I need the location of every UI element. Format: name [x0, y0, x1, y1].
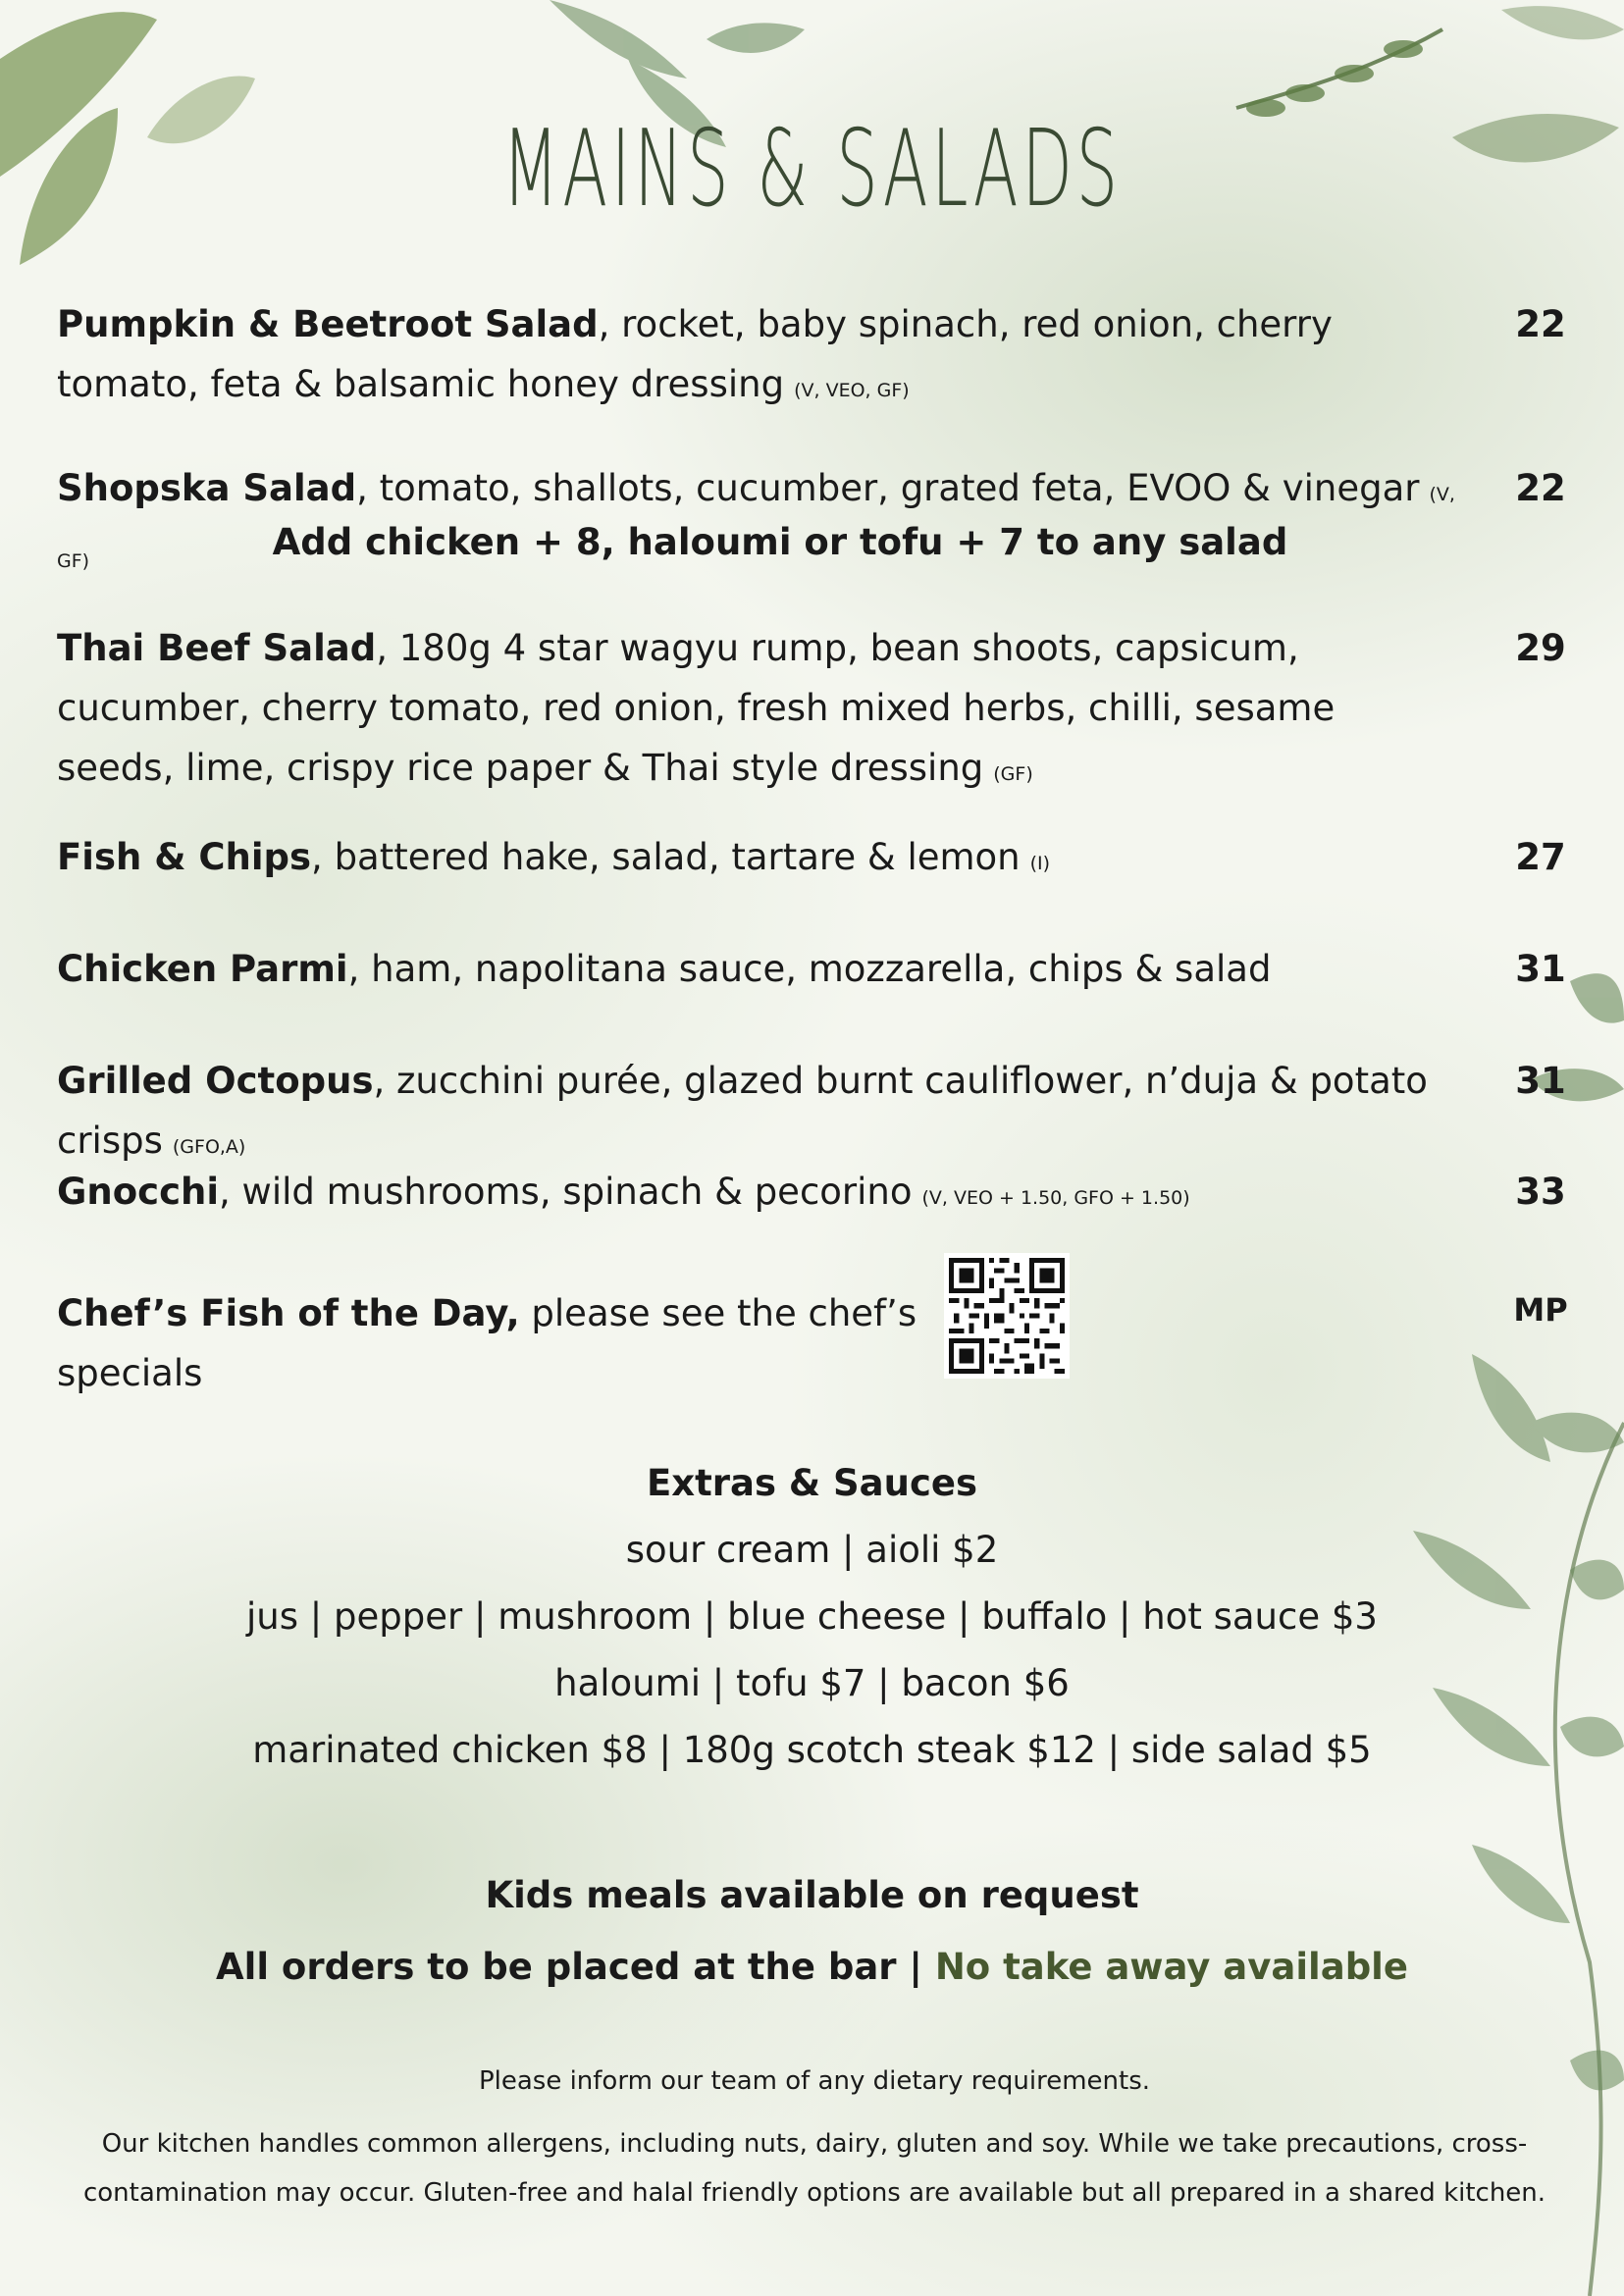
- dish-description: , 180g 4 star wagyu rump, bean shoots, capsicum, cucumber, cherry tomato, red onion, fresh mixed herbs, chilli, sesame seeds, lime, crispy rice paper & Thai style dressing: [57, 627, 1336, 789]
- extras-title: Extras & Sauces: [646, 1462, 978, 1504]
- dish-price: 22: [1515, 467, 1566, 509]
- menu-item: [57, 827, 1470, 894]
- dish-description: , zucchini purée, glazed burnt cauliflower, n’duja & potato crisps: [57, 1060, 1428, 1162]
- kids-meals-notice: Kids meals available on request: [485, 1874, 1139, 1916]
- allergen-note: Our kitchen handles common allergens, including nuts, dairy, gluten and soy. While we take precautions, cross-contamination may occur. Gluten-free and halal friendly options are available but all prepared in a shared kitchen.: [82, 2129, 1546, 2208]
- extras-line: sour cream | aioli $2: [625, 1529, 999, 1571]
- dish-description: , wild mushrooms, spinach & pecorino: [219, 1171, 913, 1213]
- dish-name: Chef’s Fish of the Day,: [57, 1292, 520, 1334]
- dietary-tags: (GFO,A): [172, 1136, 246, 1158]
- extras-section: [0, 1450, 1624, 1784]
- extras-line: haloumi | tofu $7 | bacon $6: [554, 1662, 1070, 1704]
- dietary-tags: (V, VEO + 1.50, GFO + 1.50): [921, 1187, 1190, 1209]
- extras-line: jus | pepper | mushroom | blue cheese | buffalo | hot sauce $3: [246, 1595, 1378, 1638]
- dish-price: 22: [1515, 303, 1566, 345]
- dish-name: Shopska Salad: [57, 467, 357, 509]
- dish-description: , battered hake, salad, tartare & lemon: [311, 836, 1021, 878]
- dietary-tags: (V, GF): [57, 484, 1455, 572]
- menu-item: [57, 618, 1431, 805]
- no-takeaway-text: No take away available: [934, 1946, 1408, 1988]
- dietary-note: Please inform our team of any dietary requirements.: [478, 2066, 1151, 2096]
- dish-price: 31: [1515, 948, 1566, 990]
- dish-description: please see the chef’s specials: [57, 1292, 917, 1394]
- dish-description: , tomato, shallots, cucumber, grated feta, EVOO & vinegar: [356, 467, 1420, 509]
- menu-item: [57, 1283, 940, 1403]
- dish-name: Thai Beef Salad: [57, 627, 377, 669]
- dish-name: Grilled Octopus: [57, 1060, 374, 1102]
- dish-description: , ham, napolitana sauce, mozzarella, chips & salad: [347, 948, 1272, 990]
- dietary-tags: (GF): [993, 763, 1033, 785]
- dish-price: 33: [1515, 1171, 1566, 1213]
- dish-description: , rocket, baby spinach, red onion, cherry tomato, feta & balsamic honey dressing: [57, 303, 1333, 405]
- salad-addon-note: Add chicken + 8, haloumi or tofu + 7 to any salad: [272, 521, 1288, 563]
- dish-name: Pumpkin & Beetroot Salad: [57, 303, 599, 345]
- order-at-bar-text: All orders to be placed at the bar |: [216, 1946, 935, 1988]
- dish-name: Gnocchi: [57, 1171, 220, 1213]
- extras-line: marinated chicken $8 | 180g scotch steak $12 | side salad $5: [252, 1729, 1372, 1771]
- qr-code-icon[interactable]: [944, 1253, 1070, 1379]
- dish-price: MP: [1513, 1291, 1568, 1329]
- dietary-tags: (V, VEO, GF): [794, 380, 910, 401]
- dish-name: Chicken Parmi: [57, 948, 348, 990]
- menu-item: [57, 1051, 1509, 1177]
- dish-price: 31: [1515, 1060, 1566, 1102]
- menu-title: MAINS & SALADS: [501, 108, 1122, 231]
- dietary-tags: (I): [1029, 853, 1051, 874]
- dish-price: 27: [1515, 836, 1566, 878]
- menu-item: [57, 294, 1431, 421]
- menu-item: [57, 1162, 1470, 1228]
- dish-name: Fish & Chips: [57, 836, 312, 878]
- ordering-notice: [0, 1946, 1624, 1988]
- menu-item: [57, 939, 1470, 1006]
- dish-price: 29: [1515, 627, 1566, 669]
